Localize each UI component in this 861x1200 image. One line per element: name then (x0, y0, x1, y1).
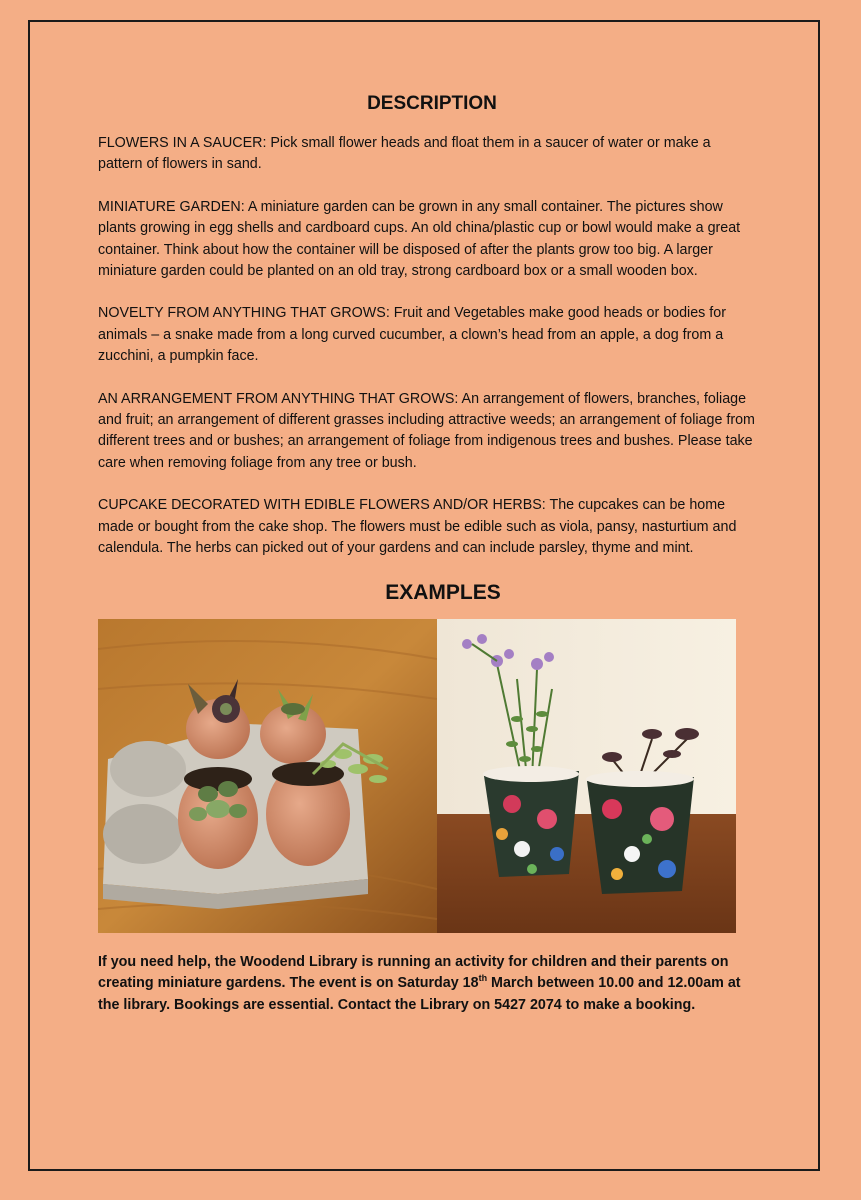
help-text-part1: If you need help, the Woodend Library is running an activity for children and their parents on creating miniature gardens. The event is on Saturday 18 (98, 953, 729, 992)
library-help-notice (98, 952, 758, 1017)
paragraph-flowers-in-saucer: FLOWERS IN A SAUCER: Pick small flower heads and float them in a saucer of water or make a pattern of flowers in sand. (98, 135, 711, 173)
description-heading: DESCRIPTION (367, 93, 497, 114)
document-body (98, 90, 758, 1016)
example-photos (98, 619, 736, 933)
floral-cups-photo (437, 619, 736, 933)
help-ordinal-suffix: th (478, 973, 488, 984)
paragraph-cupcake: CUPCAKE DECORATED WITH EDIBLE FLOWERS AND/OR HERBS: The cupcakes can be home made or bought from the cake shop. The flowers must be edible such as viola, pansy, nasturtium and calendula. The herbs can picked out of your gardens and can include parsley, thyme and mint. (98, 497, 737, 557)
paragraph-novelty: NOVELTY FROM ANYTHING THAT GROWS: Fruit and Vegetables make good heads or bodies for animals – a snake made from a long curved cucumber, a clown’s head from an apple, a dog from a zucchini, a pumpkin face. (98, 305, 726, 365)
paragraph-miniature-garden: MINIATURE GARDEN: A miniature garden can be grown in any small container. The pictures show plants growing in egg shells and cardboard cups. An old china/plastic cup or bowl would make a great container. Think about how the container will be disposed of after the plants grow too big. A larger miniature garden could be planted on an old tray, strong cardboard box or a small wooden box. (98, 198, 741, 280)
eggshell-garden-photo (98, 619, 437, 933)
help-text-part2: March between 10.00 and 12.00am at the library. Bookings are essential. Contact the Library on 5427 2074 to make a booking. (98, 975, 741, 1013)
examples-heading: EXAMPLES (385, 580, 501, 604)
paragraph-arrangement: AN ARRANGEMENT FROM ANYTHING THAT GROWS: An arrangement of flowers, branches, foliage and fruit; an arrangement of different grasses including attractive weeds; an arrangement of foliage from different trees and or bushes; an arrangement of foliage from indigenous trees and bushes. Please take care when removing foliage from any tree or bush. (98, 390, 755, 471)
